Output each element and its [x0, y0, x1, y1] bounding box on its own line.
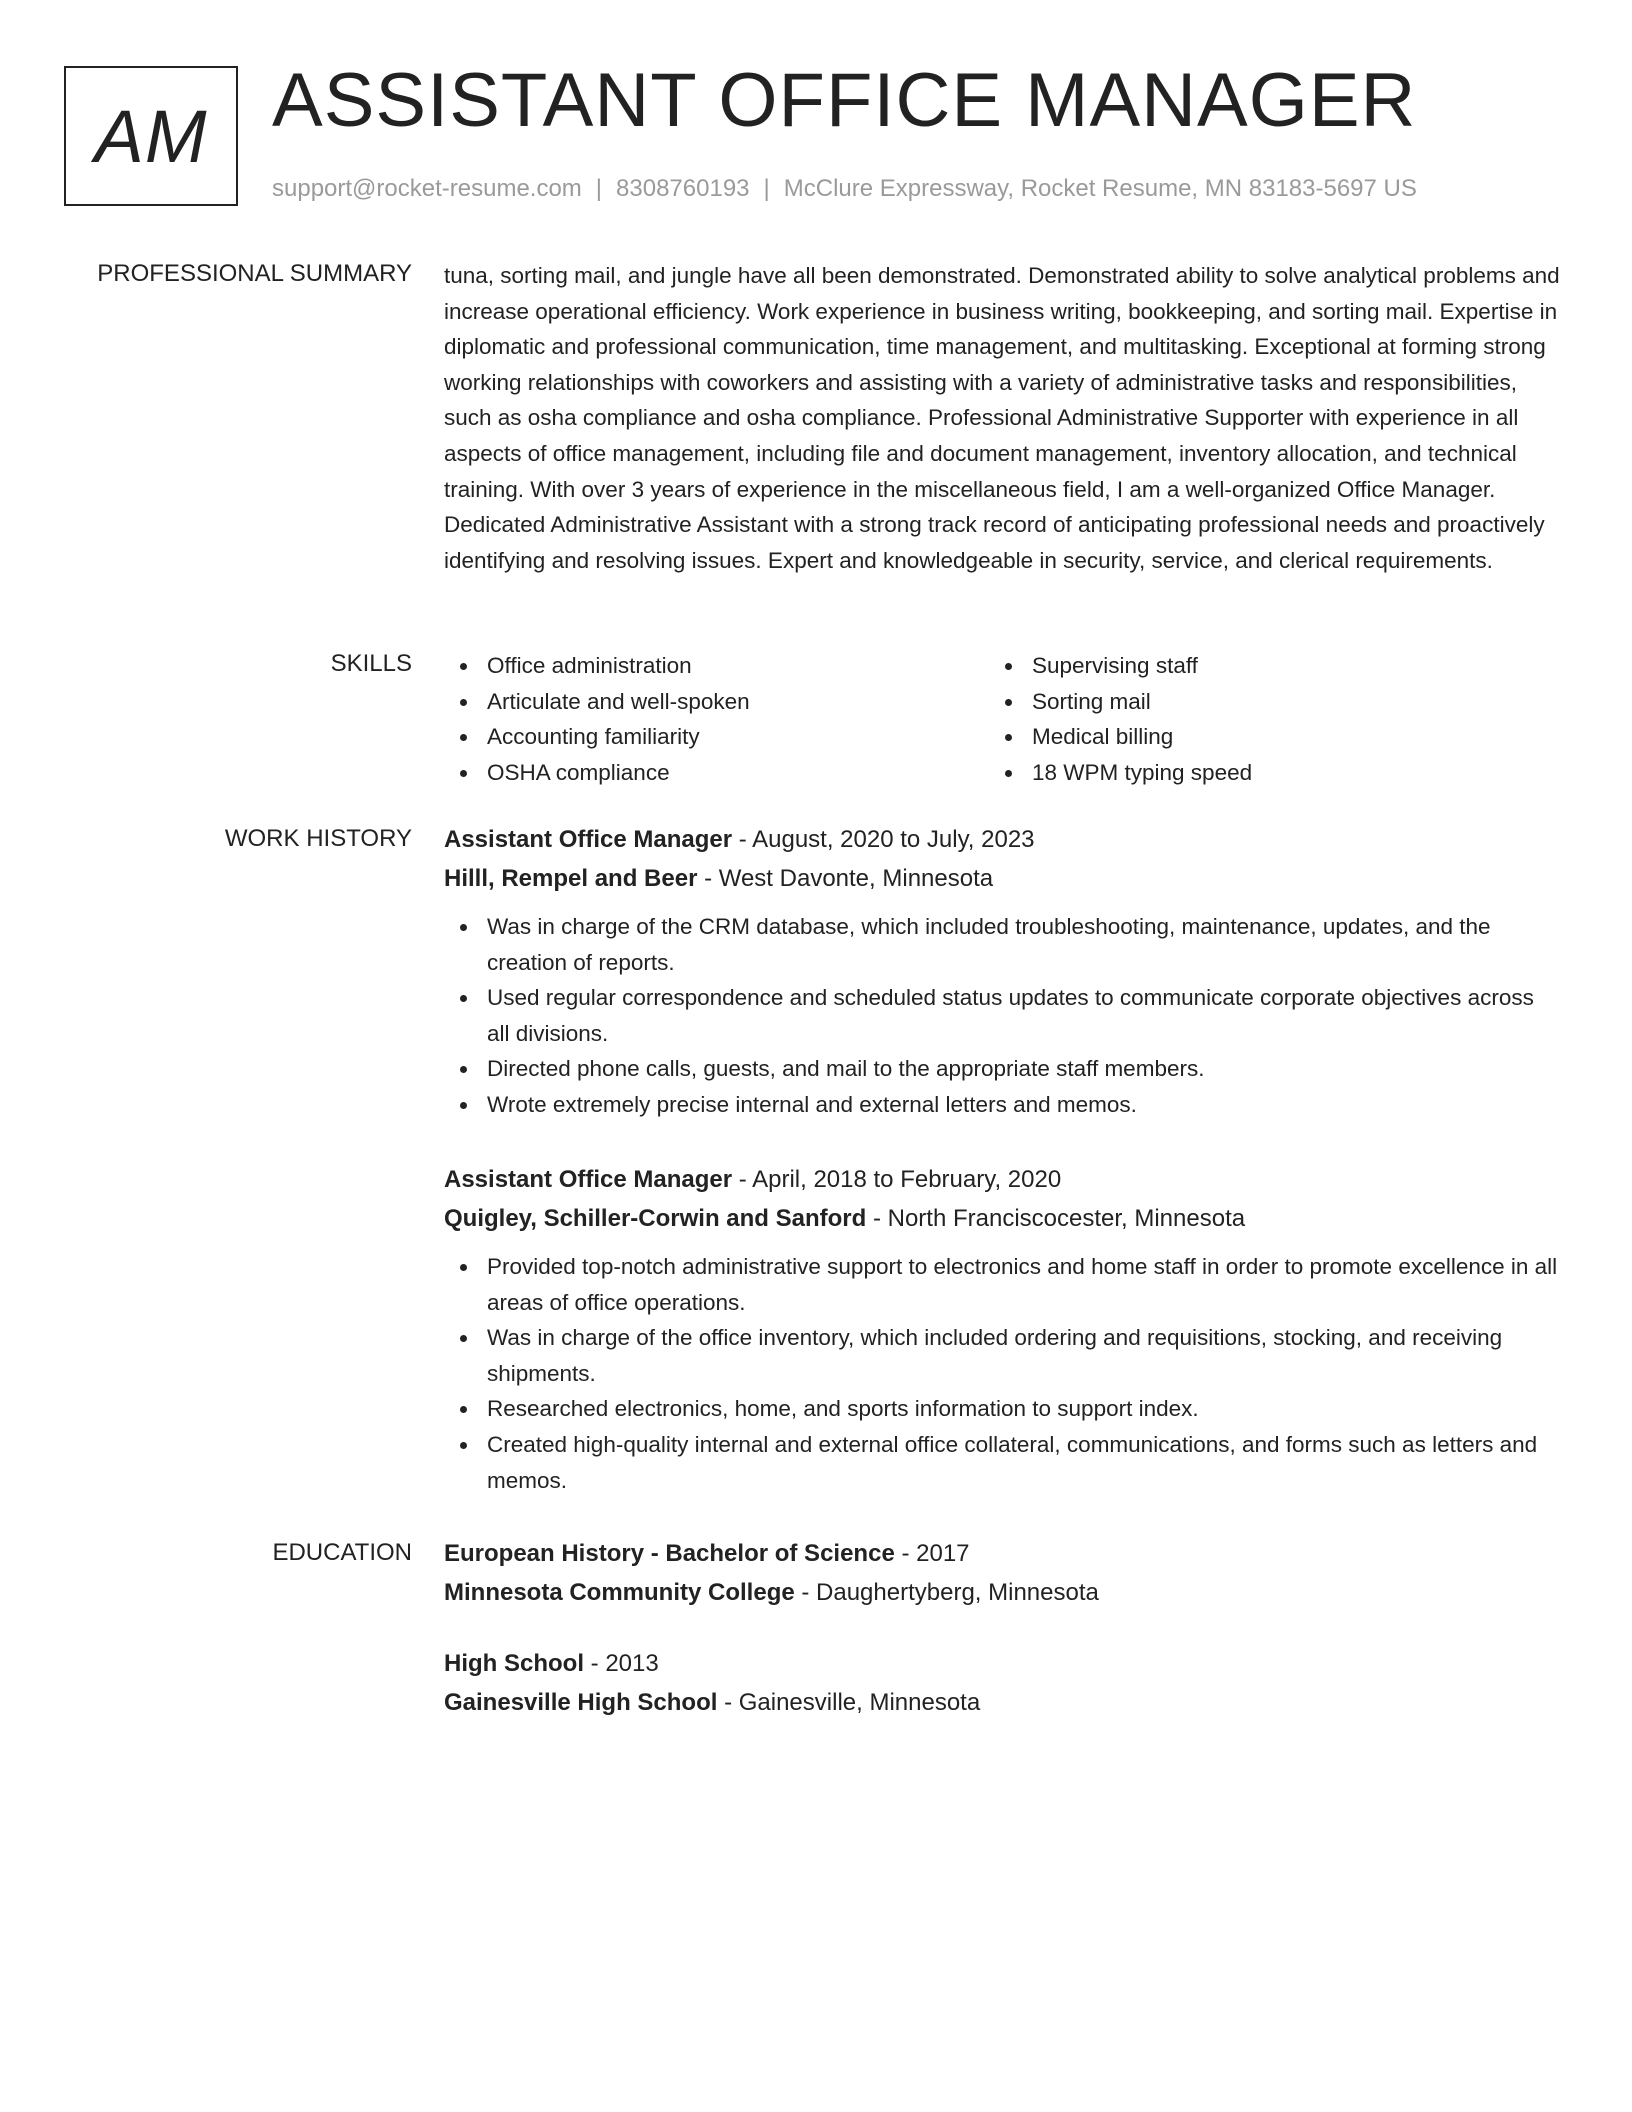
school-line — [444, 1573, 1560, 1612]
school-name: Minnesota Community College — [444, 1579, 795, 1606]
duty-item: Used regular correspondence and scheduled status updates to communicate corporate objectives across all divisions. — [444, 980, 1560, 1051]
graduation-year: 2017 — [916, 1540, 970, 1567]
section-heading: SKILLS — [330, 650, 412, 677]
dash: - — [717, 1689, 739, 1716]
job-title: Assistant Office Manager — [444, 826, 733, 853]
job-title-line — [444, 820, 1560, 859]
skill-item: Articulate and well-spoken — [444, 684, 989, 720]
skills-column-right — [989, 648, 1534, 790]
skill-item: Supervising staff — [989, 648, 1534, 684]
school-location: Daughertyberg, Minnesota — [816, 1579, 1099, 1606]
skill-item: OSHA compliance — [444, 755, 989, 791]
degree-name: High School — [444, 1650, 584, 1677]
company-location: West Davonte, Minnesota — [718, 865, 994, 892]
address: McClure Expressway, Rocket Resume, MN 83183-5697 US — [783, 175, 1417, 202]
duty-item: Was in charge of the office inventory, which included ordering and requisitions, stocking, and receiving shipments. — [444, 1320, 1560, 1391]
education-entry — [444, 1644, 1560, 1722]
separator: | — [595, 175, 603, 202]
contact-line — [272, 174, 1417, 204]
job-entry — [444, 1160, 1560, 1498]
section-heading: WORK HISTORY — [224, 825, 412, 852]
company-name: Hilll, Rempel and Beer — [444, 865, 698, 892]
job-duties — [444, 909, 1560, 1123]
section-heading: EDUCATION — [272, 1539, 412, 1566]
skills-list — [444, 648, 1560, 790]
duty-item: Researched electronics, home, and sports information to support index. — [444, 1391, 1560, 1427]
summary-text: tuna, sorting mail, and jungle have all been demonstrated. Demonstrated ability to solve analytical problems and increase operational efficiency. Work experience in business writing, bookkeeping, and sorting mail. Expertise in diplomatic and professional communication, time management, and multitasking. Exceptional at forming strong working relationships with coworkers and assisting with a variety of administrative tasks and responsibilities, such as osha compliance and osha compliance. Professional Administrative Supporter with experience in all aspects of office management, including file and document management, inventory allocation, and technical training. With over 3 years of experience in the miscellaneous field, I am a well-organized Office Manager. Dedicated Administrative Assistant with a strong track record of anticipating professional needs and proactively identifying and resolving issues. Expert and knowledgeable in security, service, and clerical requirements. — [444, 263, 1560, 573]
email-link[interactable]: support@rocket-resume.com — [272, 175, 582, 202]
job-dates: April, 2018 to February, 2020 — [752, 1166, 1062, 1193]
graduation-year: 2013 — [605, 1650, 659, 1677]
dash: - — [732, 1166, 753, 1193]
skill-item: Office administration — [444, 648, 989, 684]
dash: - — [732, 826, 753, 853]
skill-item: Medical billing — [989, 719, 1534, 755]
company-location: North Franciscocester, Minnesota — [887, 1205, 1246, 1232]
job-dates: August, 2020 to July, 2023 — [752, 826, 1035, 853]
job-duties — [444, 1249, 1560, 1498]
dash: - — [697, 865, 719, 892]
dash: - — [894, 1540, 917, 1567]
company-line — [444, 859, 1560, 898]
school-name: Gainesville High School — [444, 1689, 718, 1716]
degree-line — [444, 1534, 1560, 1573]
duty-item: Directed phone calls, guests, and mail to the appropriate staff members. — [444, 1051, 1560, 1087]
skills-column-left — [444, 648, 989, 790]
dash: - — [866, 1205, 888, 1232]
duty-item: Provided top-notch administrative support to electronics and home staff in order to promote excellence in all areas of office operations. — [444, 1249, 1560, 1320]
company-name: Quigley, Schiller-Corwin and Sanford — [444, 1205, 867, 1232]
school-line — [444, 1683, 1560, 1722]
monogram-logo: AM — [64, 66, 238, 206]
company-line — [444, 1199, 1560, 1238]
job-title: Assistant Office Manager — [444, 1166, 733, 1193]
job-title-line — [444, 1160, 1560, 1199]
education-entry — [444, 1534, 1560, 1612]
skill-item: 18 WPM typing speed — [989, 755, 1534, 791]
skill-item: Accounting familiarity — [444, 719, 989, 755]
duty-item: Created high-quality internal and external office collateral, communications, and forms such as letters and memos. — [444, 1427, 1560, 1498]
school-location: Gainesville, Minnesota — [738, 1689, 981, 1716]
section-heading: PROFESSIONAL SUMMARY — [97, 260, 412, 287]
skill-item: Sorting mail — [989, 684, 1534, 720]
dash: - — [794, 1579, 817, 1606]
degree-line — [444, 1644, 1560, 1683]
duty-item: Wrote extremely precise internal and external letters and memos. — [444, 1087, 1560, 1123]
separator: | — [763, 175, 770, 202]
job-entry — [444, 820, 1560, 1123]
degree-name: European History - Bachelor of Science — [444, 1540, 895, 1567]
page-title: ASSISTANT OFFICE MANAGER — [272, 58, 1417, 143]
phone-number: 8308760193 — [616, 175, 750, 202]
duty-item: Was in charge of the CRM database, which included troubleshooting, maintenance, updates, and the creation of reports. — [444, 909, 1560, 980]
dash: - — [584, 1650, 606, 1677]
